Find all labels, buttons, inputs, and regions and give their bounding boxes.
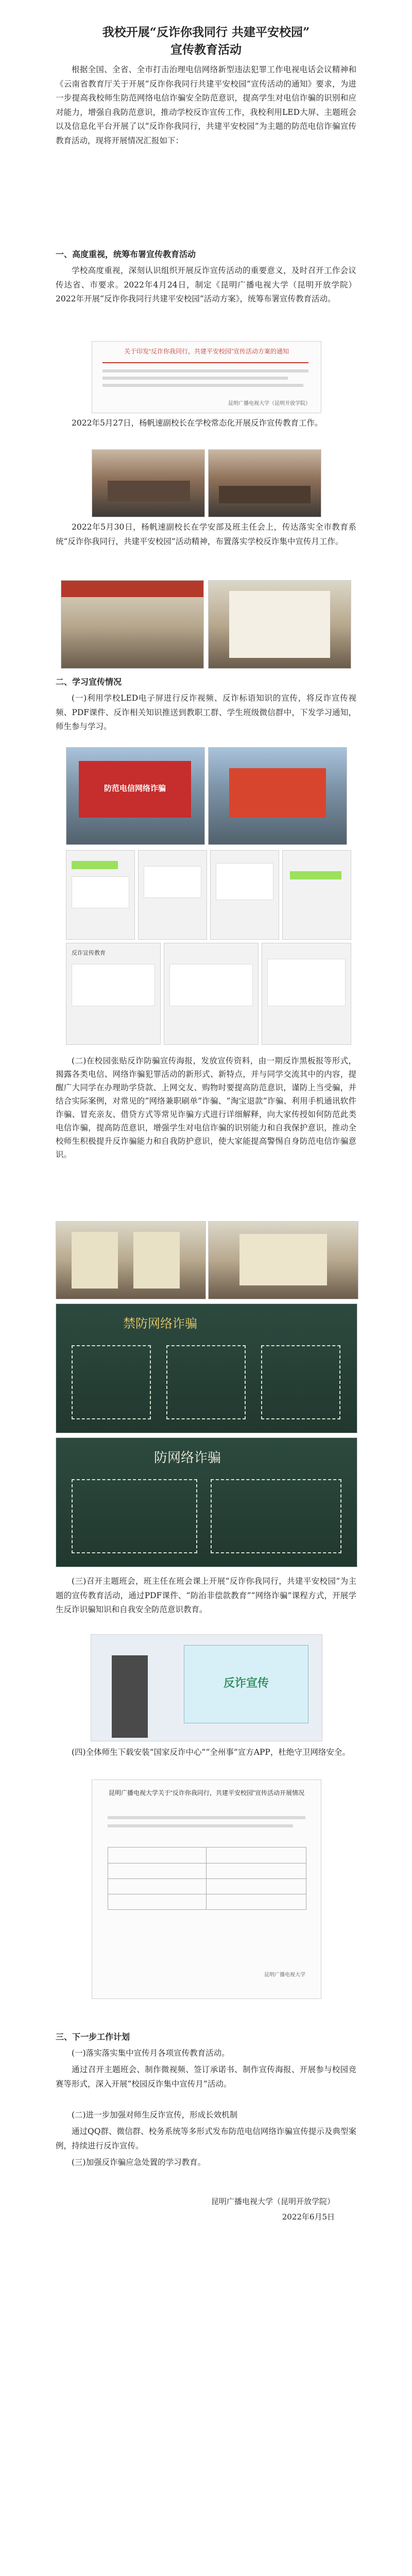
section2-paragraph-1: (一)利用学校LED电子屏进行反诈视频、反诈标语知识的宣传，将反诈宣传视频、PDF课件、反诈相关知识推送到教职工群、学生班级微信群中，下发学习通知，师生参与学习。 [56, 693, 356, 731]
notebook-photo [208, 580, 351, 669]
section2-paragraph-2: (二)在校园张贴反诈防骗宣传海报，发放宣传资料，由一期反诈黑板报等形式，揭露各类电信、网络诈骗犯罪活动的新形式、新特点，并与同学交流其中的内容，提醒广大同学在办理助学贷款、上网交友、购物时要提高防范意识，谨防上当受骗，并结合实际案例，对常见的“网络兼职刷单”诈骗、“淘宝退款”诈骗、利用手机通讯软件诈骗、冒充亲友、借贷方式等常见诈骗方式进行详细解释，向大家传授如何防范此类电信诈骗，提高防范意识，增强学生对电信诈骗的识别能力和自我保护意识，推动全校师生积极提升反诈骗能力和自我防护意识，使大家能提高警惕自身防范电信诈骗意识。 [56, 1056, 356, 1159]
intro-paragraph: 根据全国、全省、全市打击治理电信网络新型违法犯罪工作电视电话会议精神和《云南省教育厅关于开展“反诈你我同行共建平安校园”宣传活动的通知》要求，为进一步提高我校师生防范网络电信诈骗安全防范意识，提高学生对电信诈骗的识别和应对能力，增强自我防范意识，推动学校反诈宣传工作，我校利用LED大屏、主题班会以及信息化平台开展了以“反诈你我同行，共建平安校园”为主题的防范电信诈骗宣传教育活动，现将开展情况汇报如下： [56, 65, 356, 145]
class-meeting-photo [61, 580, 204, 669]
meeting-photo-1 [92, 449, 205, 517]
doc2-text-line [108, 1816, 305, 1819]
doc2-title: 昆明广播电视大学关于“反诈你我同行，共建平安校园”宣传活动开展情况 [109, 1789, 304, 1797]
section3-paragraph-1: (一)落实落实集中宣传月各项宣传教育活动。 [72, 2048, 230, 2058]
projector-screen [184, 1645, 308, 1723]
poster [72, 1232, 118, 1289]
section3-heading: 三、下一步工作计划 [56, 2032, 130, 2042]
open-notebook [229, 591, 330, 658]
chat-file-card [267, 959, 346, 1006]
wechat-screenshot-4 [282, 850, 351, 940]
blackboard-photo-1 [56, 1303, 357, 1433]
section1-heading: 一、高度重视，统筹布署宣传教育活动 [56, 249, 196, 259]
poster [133, 1232, 180, 1289]
section2-paragraph-4: (四)全体师生下载安装“国家反诈中心”“全州事”宣方APP，杜绝守卫网络安全。 [72, 1748, 350, 1757]
board2-title: 防网络诈骗 [154, 1450, 221, 1466]
notice-title: 反诈宣传教育 [72, 950, 106, 956]
red-banner [61, 581, 203, 597]
meeting-table [108, 481, 190, 501]
wechat-screenshot-7 [262, 943, 351, 1045]
wechat-screenshot-2 [138, 850, 207, 940]
section3-paragraph-5: (三)加强反诈骗应急处置的学习教育。 [72, 2158, 206, 2167]
blackboard-photo-2 [56, 1437, 357, 1567]
section1-paragraph-3: 2022年5月30日，杨帆速副校长在学安部及班主任会上，传达落实全市教育系统“反诈你我同行，共建平安校园”活动精神，布置落实学校反诈集中宣传月工作。 [56, 522, 356, 546]
board-panel [211, 1479, 341, 1553]
led-screen-photo-1 [66, 747, 205, 845]
section3-paragraph-4: 通过QQ群、微信群、校务系统等多形式发布防范电信网络诈骗宣传提示及典型案例，持续进行反诈宣传。 [56, 2127, 356, 2150]
wechat-screenshot-5 [66, 943, 161, 1045]
section2-heading: 二、学习宣传情况 [56, 677, 122, 687]
poster-photo-2 [208, 1221, 358, 1299]
chat-bubble [290, 871, 341, 879]
signature-org: 昆明广播电视大学（昆明开放学院） [211, 2197, 335, 2206]
chat-file-card [144, 866, 201, 898]
doc1-text-line [102, 369, 308, 372]
led-screen [79, 761, 191, 818]
doc1-text-line [102, 384, 303, 387]
chat-file-card [72, 964, 155, 1006]
teacher-figure [112, 1655, 148, 1738]
wechat-screenshot-3 [210, 850, 279, 940]
poster-photo-1 [56, 1221, 206, 1299]
section2-paragraph-3: (三)召开主题班会，班主任在班会课上开展“反诈你我同行，共建平安校园”为主题的宣传教育活动，通过PDF课件、“防治非偿款教育”“网络诈骗”课程方式，开展学生反诈识骗知识和自我安全防范意识教育。 [56, 1577, 356, 1614]
chat-file-card [169, 964, 253, 1006]
chat-file-card [216, 863, 273, 900]
slide-title: 反诈宣传 [223, 1676, 269, 1689]
doc1-text-line [102, 377, 288, 380]
doc2-org: 昆明广播电视大学 [264, 1972, 305, 1978]
section1-paragraph-2: 2022年5月27日，杨帆速副校长在学校常态化开展反诈宣传教育工作。 [72, 418, 323, 428]
board-panel [72, 1345, 151, 1419]
meeting-table [219, 486, 311, 503]
meeting-photo-2 [208, 449, 321, 517]
led-caption: 防范电信网络诈骗 [104, 784, 166, 793]
section3-paragraph-3: (二)进一步加强对师生反诈宣传，形成长效机制 [72, 2110, 238, 2120]
board1-title: 禁防网络诈骗 [123, 1316, 197, 1331]
report-document-image [92, 1780, 321, 1999]
doc1-title: 关于印发“反诈你我同行，共建平安校园”宣传活动方案的通知 [124, 348, 289, 355]
led-screen-photo-2 [208, 747, 347, 845]
section1-paragraph-1: 学校高度重视，深刻认识组织开展反诈宣传活动的重要意义，及时召开工作会议传达省、市要求。2022年4月24日，制定《昆明广播电视大学（昆明开放学院）2022年开展“反诈你我同行共建平安校园”活动方案》，统筹布署宣传教育活动。 [56, 266, 356, 303]
wechat-screenshot-1 [66, 850, 135, 940]
section3-paragraph-2: 通过召开主题班会、制作微视频、签订承诺书、制作宣传海报、开展参与校园竞赛等形式，深入开展“校园反诈集中宣传月”活动。 [56, 2065, 356, 2089]
doc2-table [108, 1847, 306, 1910]
doc1-org: 昆明广播电视大学（昆明开放学院） [228, 401, 311, 406]
board-panel [261, 1345, 340, 1419]
signature-date: 2022年6月5日 [282, 2212, 335, 2222]
lecture-photo [91, 1634, 322, 1741]
chat-bubble [72, 861, 118, 869]
board-panel [166, 1345, 246, 1419]
chat-file-card [72, 876, 129, 908]
plan-document-image [92, 341, 321, 413]
doc1-red-rule [102, 362, 308, 363]
article-title-line2: 宣传教育活动 [170, 43, 242, 57]
doc2-text-line [108, 1824, 293, 1827]
article-title-line1: 我校开展“反诈你我同行 共建平安校园” [102, 25, 310, 39]
led-screen [229, 768, 326, 818]
wechat-screenshot-6 [164, 943, 259, 1045]
board-panel [72, 1479, 197, 1553]
poster [239, 1234, 327, 1285]
